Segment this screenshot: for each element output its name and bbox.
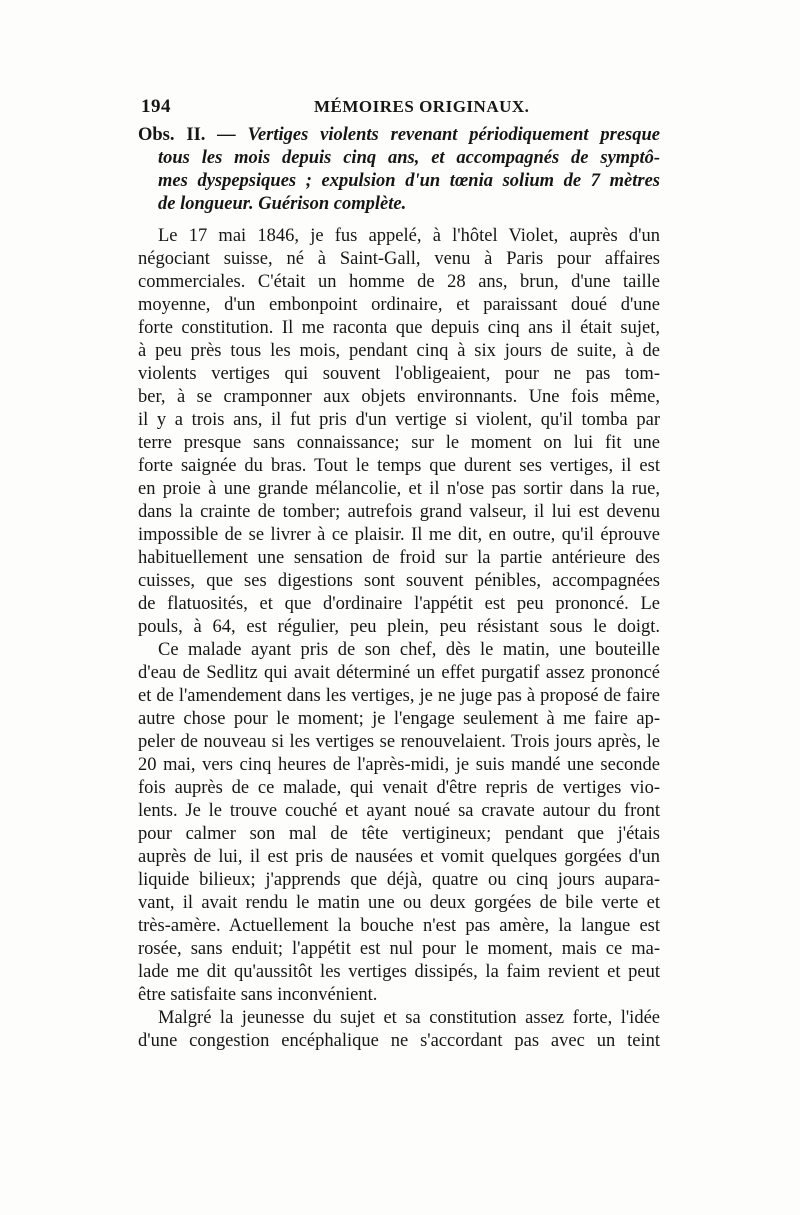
observation-label: Obs. II. xyxy=(138,125,206,145)
body-line: à peu près tous les mois, pendant cinq à six jours de suite, à de xyxy=(138,341,660,361)
body-line: peler de nouveau si les vertiges se renouvelaient. Trois jours après, le xyxy=(138,732,660,752)
body-line: 20 mai, vers cinq heures de l'après-midi, je suis mandé une seconde xyxy=(138,755,660,775)
body-line: impossible de se livrer à ce plaisir. Il me dit, en outre, qu'il éprouve xyxy=(138,525,660,545)
body-line: ber, à se cramponner aux objets environnants. Une fois même, xyxy=(138,387,660,407)
body-line: habituellement une sensation de froid sur la partie antérieure des xyxy=(138,548,660,568)
body-line: pour calmer son mal de tête vertigineux; pendant que j'étais xyxy=(138,824,660,844)
body-line: Malgré la jeunesse du sujet et sa constitution assez forte, l'idée xyxy=(158,1008,660,1028)
body-line: vant, il avait rendu le matin une ou deux gorgées de bile verte et xyxy=(138,893,660,913)
page-body xyxy=(138,124,660,1053)
body-line: et de l'amendement dans les vertiges, je ne juge pas à proposé de faire xyxy=(138,686,660,706)
body-line: terre presque sans connaissance; sur le moment on lui fit une xyxy=(138,433,660,453)
body-line: être satisfaite sans inconvénient. xyxy=(138,985,378,1005)
running-title: MÉMOIRES ORIGINAUX. xyxy=(314,97,530,116)
observation-title-line: de longueur. Guérison complète. xyxy=(158,194,407,214)
body-line: auprès de lui, il est pris de nausées et vomit quelques gorgées d'un xyxy=(138,847,660,867)
observation-title-line: Obs. II. — Vertiges violents revenant périodiquement presque xyxy=(138,125,660,145)
body-line: lade me dit qu'aussitôt les vertiges dissipés, la faim revient et peut xyxy=(138,962,660,982)
body-line: moyenne, d'un embonpoint ordinaire, et paraissant doué d'une xyxy=(138,295,660,315)
body-line: dans la crainte de tomber; autrefois grand valseur, il lui est devenu xyxy=(138,502,660,522)
body-line: très-amère. Actuellement la bouche n'est pas amère, la langue est xyxy=(138,916,660,936)
body-line: cuisses, que ses digestions sont souvent pénibles, accompagnées xyxy=(138,571,660,591)
body-line: liquide bilieux; j'apprends que déjà, quatre ou cinq jours aupara- xyxy=(138,870,660,890)
body-line: négociant suisse, né à Saint-Gall, venu à Paris pour affaires xyxy=(138,249,660,269)
body-line: pouls, à 64, est régulier, peu plein, peu résistant sous le doigt. xyxy=(138,617,660,637)
body-line: commerciales. C'était un homme de 28 ans, brun, d'une taille xyxy=(138,272,660,292)
observation-title-line: mes dyspepsiques ; expulsion d'un tœnia solium de 7 mètres xyxy=(158,171,660,191)
body-line: en proie à une grande mélancolie, et il n'ose pas sortir dans la rue, xyxy=(138,479,660,499)
body-line: fois auprès de ce malade, qui venait d'être repris de vertiges vio- xyxy=(138,778,660,798)
body-line: rosée, sans enduit; l'appétit est nul pour le moment, mais ce ma- xyxy=(138,939,660,959)
body-line: il y a trois ans, il fut pris d'un vertige si violent, qu'il tomba par xyxy=(138,410,660,430)
body-line: d'eau de Sedlitz qui avait déterminé un effet purgatif assez prononcé xyxy=(138,663,660,683)
body-line: d'une congestion encéphalique ne s'accordant pas avec un teint xyxy=(138,1031,660,1051)
body-line: lents. Je le trouve couché et ayant noué sa cravate autour du front xyxy=(138,801,660,821)
body-line: forte constitution. Il me raconta que depuis cinq ans il était sujet, xyxy=(138,318,660,338)
page-number: 194 xyxy=(141,96,171,117)
body-line: Le 17 mai 1846, je fus appelé, à l'hôtel Violet, auprès d'un xyxy=(158,226,660,246)
body-line: de flatuosités, et que d'ordinaire l'appétit est peu prononcé. Le xyxy=(138,594,660,614)
body-line: violents vertiges qui souvent l'obligeaient, pour ne pas tom- xyxy=(138,364,660,384)
body-line: Ce malade ayant pris de son chef, dès le matin, une bouteille xyxy=(158,640,660,660)
body-line: autre chose pour le moment; je l'engage seulement à me faire ap- xyxy=(138,709,660,729)
observation-title-line: tous les mois depuis cinq ans, et accompagnés de symptô- xyxy=(158,148,660,168)
body-line: forte saignée du bras. Tout le temps que durent ses vertiges, il est xyxy=(138,456,660,476)
